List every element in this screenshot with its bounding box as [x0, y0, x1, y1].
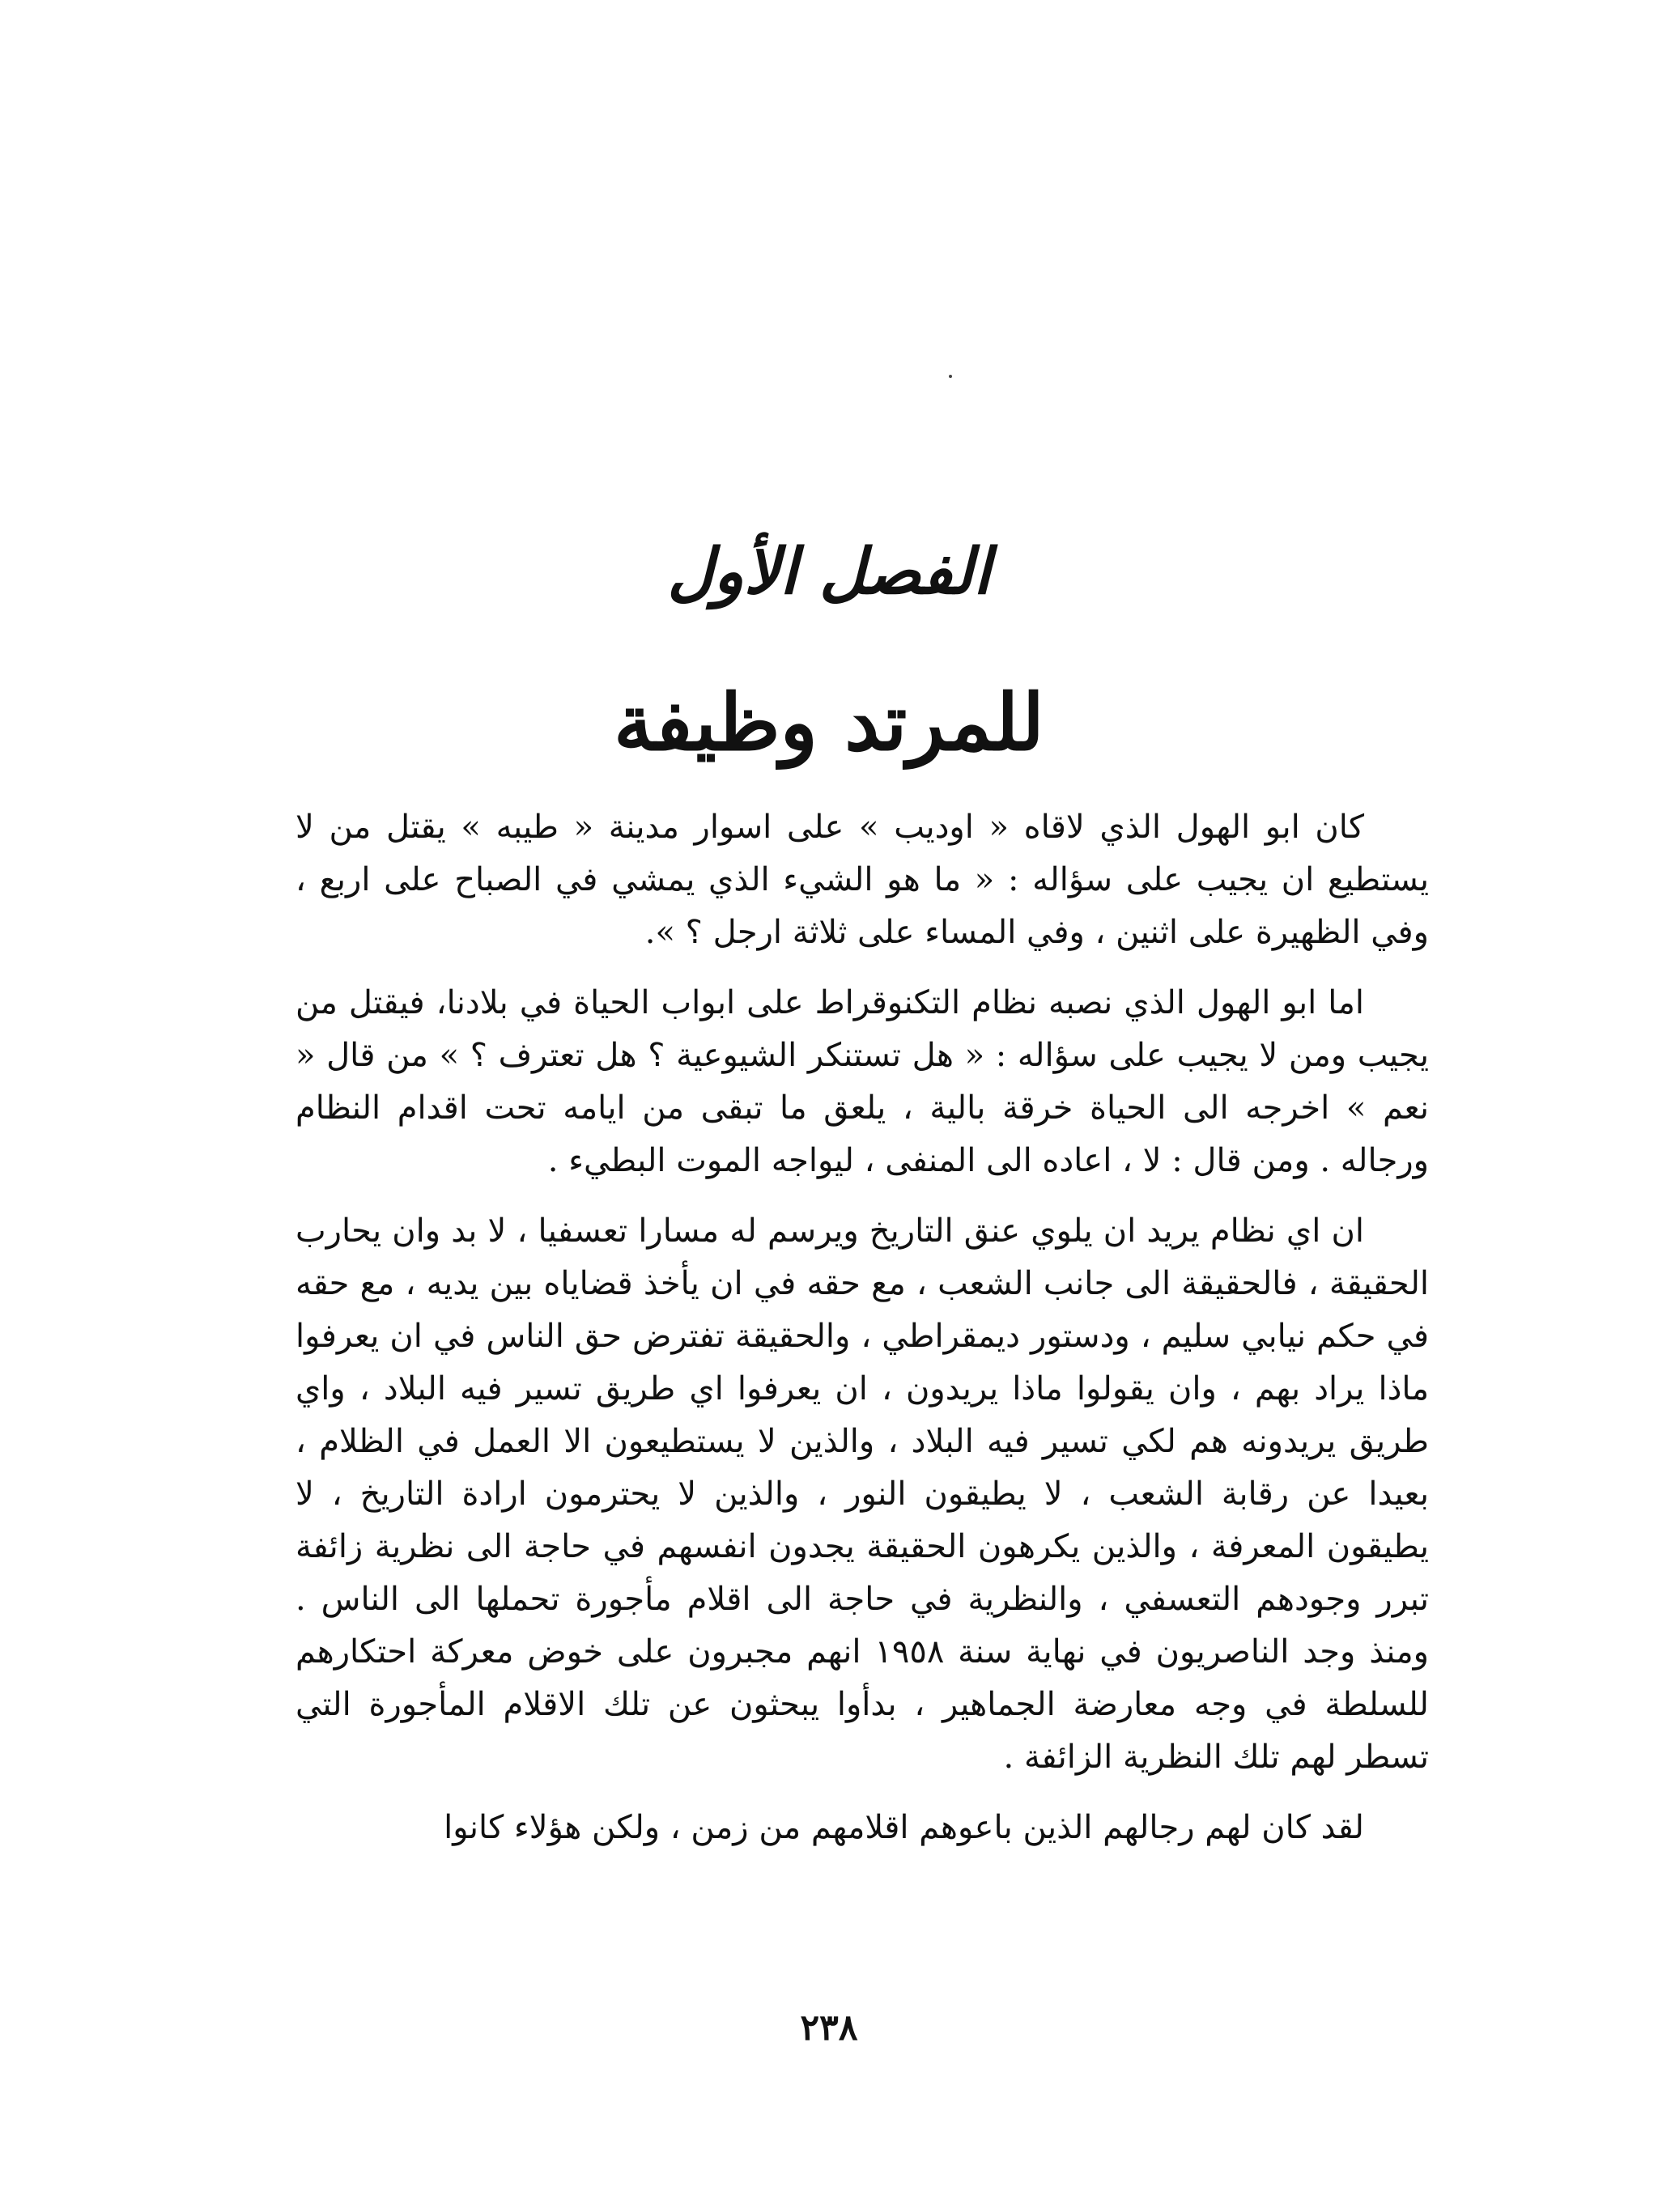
chapter-label: الفصل الأول — [667, 535, 991, 609]
page-number: ٢٣٨ — [800, 2007, 858, 2049]
body-text — [295, 801, 1429, 1872]
chapter-title: للمرتد وظيفة — [614, 677, 1044, 768]
paragraph-4: لقد كان لهم رجالهم الذين باعوهم اقلامهم من زمن ، ولكن هؤلاء كانوا — [444, 1809, 1364, 1846]
scan-speck — [949, 375, 952, 378]
paragraph-2: اما ابو الهول الذي نصبه نظام التكنوقراط على ابواب الحياة في بلادنا، فيقتل من يجيب ومن لا يجيب على سؤاله : « هل تستنكر الشيوعية ؟ هل تعترف ؟ » من قال « نعم » اخرجه الى الحياة خرقة بالية ، يلعق ما تبقى من ايامه تحت اقدام النظام ورجاله . ومن قال : لا ، اعاده الى المنفى ، ليواجه الموت البطيء . — [295, 984, 1429, 1179]
paragraph-3: ان اي نظام يريد ان يلوي عنق التاريخ ويرسم له مسارا تعسفيا ، لا بد وان يحارب الحقيقة ، فالحقيقة الى جانب الشعب ، مع حقه في ان يأخذ قضاياه بين يديه ، مع حقه في حكم نيابي سليم ، ودستور ديمقراطي ، والحقيقة تفترض حق الناس في ان يعرفوا ماذا يراد بهم ، وان يقولوا ماذا يريدون ، ان يعرفوا اي طريق تسير فيه البلاد ، واي طريق يريدونه هم لكي تسير فيه البلاد ، والذين لا يستطيعون الا العمل في الظلام ، بعيدا عن رقابة الشعب ، لا يطيقون النور ، والذين لا يحترمون ارادة التاريخ ، لا يطيقون المعرفة ، والذين يكرهون الحقيقة يجدون انفسهم في حاجة الى نظرية زائفة تبرر وجودهم التعسفي ، والنظرية في حاجة الى اقلام مأجورة تحملها الى الناس . ومنذ وجد الناصريون في نهاية سنة ١٩٥٨ انهم مجبرون على خوض معركة احتكارهم للسلطة في وجه معارضة الجماهير ، بدأوا يبحثون عن تلك الاقلام المأجورة التي تسطر لهم تلك النظرية الزائفة . — [295, 1212, 1430, 1776]
paragraph-1: كان ابو الهول الذي لاقاه « اوديب » على اسوار مدينة « طيبه » يقتل من لا يستطيع ان يجيب على سؤاله : « ما هو الشيء الذي يمشي في الصباح على اربع ، وفي الظهيرة على اثنين ، وفي المساء على ثلاثة ارجل ؟ ». — [295, 809, 1429, 951]
